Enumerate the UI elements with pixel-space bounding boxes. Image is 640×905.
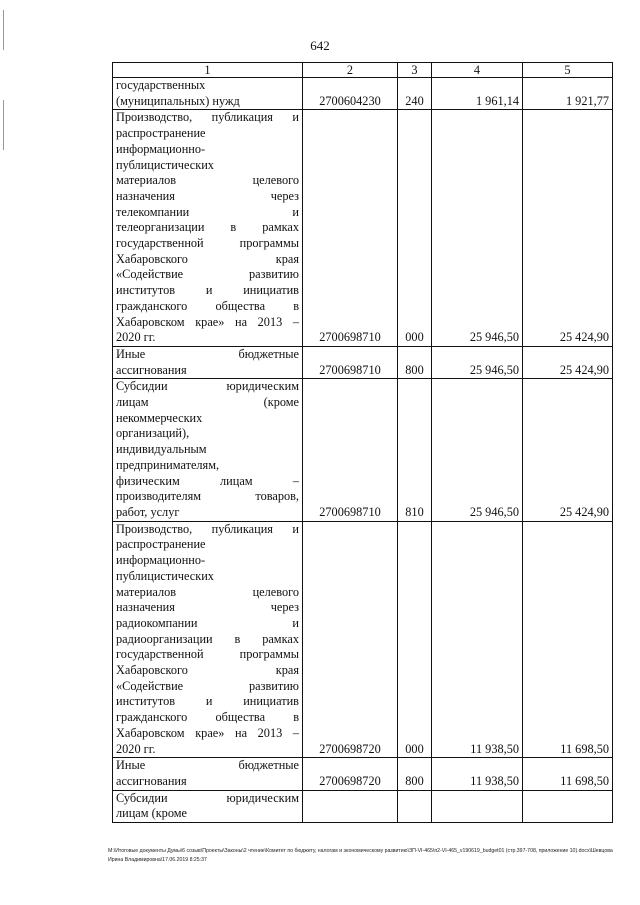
row-description <box>113 78 303 110</box>
row-description <box>113 346 303 378</box>
description-line: производителям товаров, <box>116 489 299 504</box>
description-line: Субсидии юридическим <box>116 790 299 805</box>
description-line: Хабаровском крае» на 2013 – <box>116 725 299 740</box>
table-row <box>113 346 613 378</box>
row-amount-2020 <box>523 790 613 822</box>
row-target-code: 2700698710 <box>303 346 398 378</box>
description-line: Производство, публикация и <box>116 521 299 536</box>
table-header-row <box>113 63 613 78</box>
description-line: материалов целевого <box>116 584 299 599</box>
description-line: распространение <box>116 126 206 141</box>
description-line: ассигнования <box>116 773 187 788</box>
budget-table <box>112 62 613 823</box>
description-line: Хабаровском крае» на 2013 – <box>116 314 299 329</box>
description-line: 2020 гг. <box>116 741 156 756</box>
description-line: некоммерческих <box>116 410 203 425</box>
description-line: ассигнования <box>116 362 187 377</box>
row-description <box>113 110 303 347</box>
description-line: Иные бюджетные <box>116 346 299 361</box>
row-description <box>113 521 303 758</box>
row-target-code <box>303 790 398 822</box>
row-amount-2019 <box>432 790 523 822</box>
description-line: телекомпании и <box>116 204 299 219</box>
description-line: организаций), <box>116 426 190 441</box>
description-line: телеорганизации в рамках <box>116 220 299 235</box>
header-cell-3: 3 <box>398 63 432 78</box>
description-line: публицистических <box>116 568 214 583</box>
description-line: предпринимателям, <box>116 457 220 472</box>
header-cell-4: 4 <box>432 63 523 78</box>
description-line: информационно- <box>116 141 206 156</box>
description-line: «Содействие развитию <box>116 678 299 693</box>
description-line: информационно- <box>116 553 206 568</box>
row-expense-type: 800 <box>398 346 432 378</box>
row-amount-2019: 25 946,50 <box>432 379 523 521</box>
description-line: (муниципальных) нужд <box>116 93 240 108</box>
row-description <box>113 379 303 521</box>
row-amount-2019: 11 938,50 <box>432 521 523 758</box>
description-line: гражданского общества в <box>116 298 299 313</box>
row-amount-2019: 1 961,14 <box>432 78 523 110</box>
description-line: материалов целевого <box>116 173 299 188</box>
table-row <box>113 379 613 521</box>
header-cell-5: 5 <box>523 63 613 78</box>
description-line: институтов и инициатив <box>116 694 299 709</box>
footer-file-path: M:\Итоговые документы Думы\6 созыв\Проекты\Законы\2 чтение\Комитет по бюджету, налогам и экономическому развитию\ЗП-VI-465\п2-VI-465_v190619_budget01 (стр.397-708, приложение 10).docx\Шевцова Ирина Владимировна\17.06.2019 8:25:37 <box>108 848 613 863</box>
table-row <box>113 110 613 347</box>
row-amount-2020: 1 921,77 <box>523 78 613 110</box>
description-line: Хабаровского края <box>116 663 299 678</box>
description-line: «Содействие развитию <box>116 267 299 282</box>
row-target-code: 2700698720 <box>303 758 398 790</box>
row-description <box>113 790 303 822</box>
description-line: лицам (кроме <box>116 395 299 410</box>
row-expense-type: 810 <box>398 379 432 521</box>
description-line: государственной программы <box>116 647 299 662</box>
row-amount-2019: 25 946,50 <box>432 346 523 378</box>
row-expense-type: 000 <box>398 110 432 347</box>
description-line: Производство, публикация и <box>116 110 299 125</box>
description-line: радиокомпании и <box>116 615 299 630</box>
description-line: гражданского общества в <box>116 710 299 725</box>
row-expense-type <box>398 790 432 822</box>
table-row <box>113 790 613 822</box>
margin-mark-middle <box>3 100 4 150</box>
description-line: лицам (кроме <box>116 806 187 821</box>
description-line: институтов и инициатив <box>116 283 299 298</box>
description-line: индивидуальным <box>116 442 207 457</box>
description-line: Субсидии юридическим <box>116 379 299 394</box>
row-description <box>113 758 303 790</box>
header-cell-1: 1 <box>113 63 303 78</box>
row-target-code: 2700698720 <box>303 521 398 758</box>
page-number: 642 <box>310 38 330 53</box>
row-amount-2020: 11 698,50 <box>523 521 613 758</box>
description-line: распространение <box>116 537 206 552</box>
row-amount-2020: 25 424,90 <box>523 346 613 378</box>
row-expense-type: 240 <box>398 78 432 110</box>
description-line: государственных <box>116 78 206 92</box>
description-line: работ, услуг <box>116 504 180 519</box>
description-line: 2020 гг. <box>116 330 156 345</box>
row-target-code: 2700698710 <box>303 110 398 347</box>
description-line: назначения через <box>116 600 299 615</box>
description-line: Иные бюджетные <box>116 758 299 773</box>
description-line: физическим лицам – <box>116 473 299 488</box>
description-line: публицистических <box>116 157 214 172</box>
table-row <box>113 521 613 758</box>
row-expense-type: 000 <box>398 521 432 758</box>
row-target-code: 2700604230 <box>303 78 398 110</box>
row-target-code: 2700698710 <box>303 379 398 521</box>
description-line: радиоорганизации в рамках <box>116 631 299 646</box>
header-cell-2: 2 <box>303 63 398 78</box>
row-amount-2020: 11 698,50 <box>523 758 613 790</box>
row-amount-2020: 25 424,90 <box>523 379 613 521</box>
description-line: государственной программы <box>116 236 299 251</box>
table-row <box>113 758 613 790</box>
row-amount-2019: 11 938,50 <box>432 758 523 790</box>
description-line: Хабаровского края <box>116 251 299 266</box>
description-line: назначения через <box>116 188 299 203</box>
row-amount-2020: 25 424,90 <box>523 110 613 347</box>
row-amount-2019: 25 946,50 <box>432 110 523 347</box>
table-row <box>113 78 613 110</box>
row-expense-type: 800 <box>398 758 432 790</box>
